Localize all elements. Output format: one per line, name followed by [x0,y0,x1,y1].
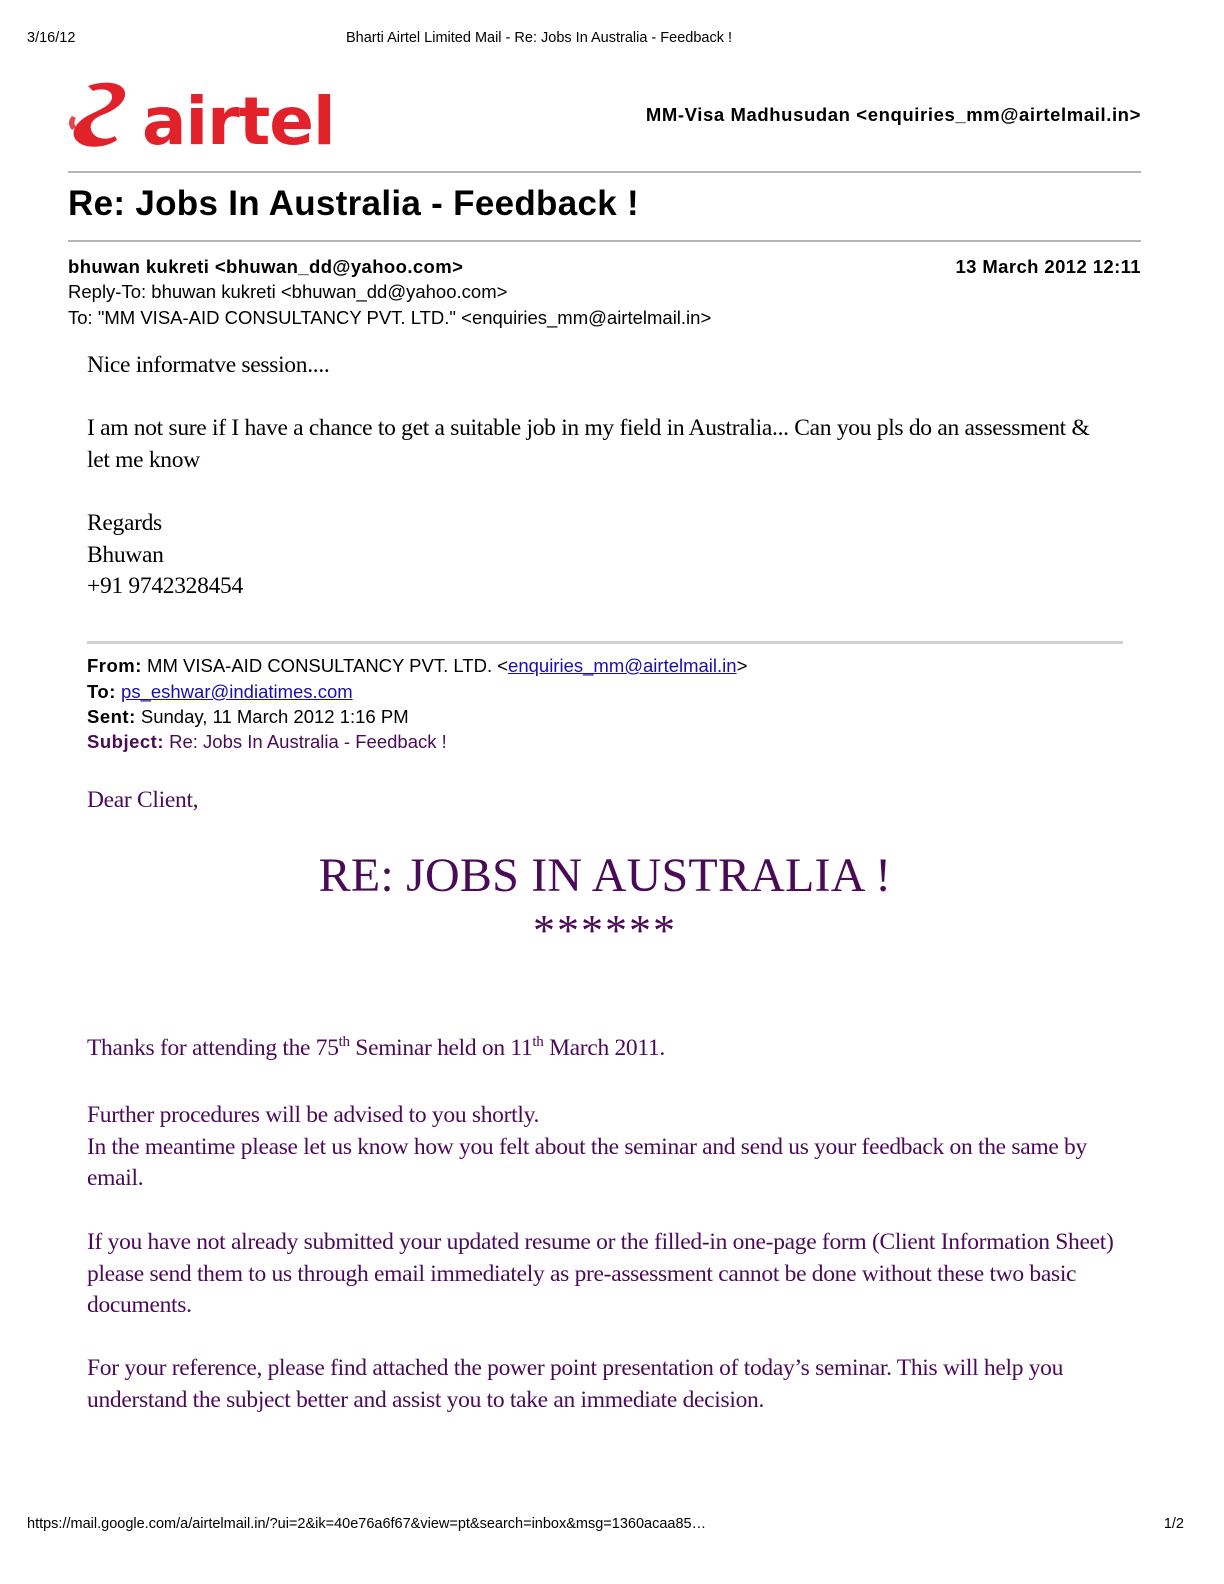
message-body-question: I am not sure if I have a chance to get a suitable job in my field in Australia... Can you pls do an assessment & let me know [87,415,1090,473]
signature-name: Bhuwan [87,541,164,568]
message-body-intro: Nice informatve session.... [87,352,330,378]
thanks-part-3: March 2011. [543,1035,665,1061]
quoted-from-name: MM VISA-AID CONSULTANCY PVT. LTD. < [141,655,509,676]
quoted-greeting: Dear Client, [87,787,199,813]
thanks-sup-1: th [338,1034,350,1051]
further-line-2: In the meantime please let us know how you felt about the seminar and send us your feedback on the same by email. [87,1133,1087,1191]
message-reply-to: Reply-To: bhuwan kukreti <bhuwan_dd@yahoo.com> [68,281,508,302]
further-line-1: Further procedures will be advised to you shortly. [87,1102,540,1128]
print-url: https://mail.google.com/a/airtelmail.in/?ui=2&ik=40e76a6f67&view=pt&search=inbox&msg=1360acaa85… [27,1516,707,1532]
divider [68,240,1141,242]
quote-divider [87,641,1123,644]
quoted-thanks [87,1033,1117,1065]
quoted-stars: ****** [533,906,677,955]
print-page-number: 1/2 [1163,1516,1184,1532]
quoted-to [87,681,353,703]
print-header [27,30,1184,50]
thanks-sup-2: th [532,1034,544,1051]
quoted-from-close: > [736,655,748,676]
signature-phone: +91 9742328454 [87,573,243,599]
quoted-sent-value: Sunday, 11 March 2012 1:16 PM [135,706,409,727]
quoted-from-label: From: [87,655,142,676]
divider [68,171,1141,173]
print-title: Bharti Airtel Limited Mail - Re: Jobs In Australia - Feedback ! [346,30,733,46]
quoted-subject-label: Subject: [87,731,164,752]
thanks-part-1: Thanks for attending the 75 [87,1035,339,1061]
message-signature [87,508,1117,603]
quoted-reference-paragraph: For your reference, please find attached the power point presentation of today’s seminar. This will help you understand the subject better and assist you to take an immediate decision. [87,1355,1064,1413]
airtel-logo [66,80,335,160]
quoted-from-email-link[interactable]: enquiries_mm@airtelmail.in [508,655,737,676]
quoted-to-email-link[interactable]: ps_eshwar@indiatimes.com [121,681,353,702]
print-date: 3/16/12 [27,30,76,46]
quoted-from [87,655,747,677]
page-title: Re: Jobs In Australia - Feedback ! [68,184,639,223]
quoted-subject-value: Re: Jobs In Australia - Feedback ! [163,731,447,752]
signature-regards: Regards [87,510,162,536]
airtel-logo-text: airtel [142,83,335,160]
message-sender: bhuwan kukreti <bhuwan_dd@yahoo.com> [68,256,464,277]
message-recipient: To: "MM VISA-AID CONSULTANCY PVT. LTD." <enquiries_mm@airtelmail.in> [68,307,712,328]
quoted-heading: RE: JOBS IN AUSTRALIA ! [318,849,892,902]
quoted-sent [87,706,409,728]
quoted-subject [87,731,447,753]
thanks-part-2: Seminar held on 11 [349,1035,533,1061]
account-address: MM-Visa Madhusudan <enquiries_mm@airtelmail.in> [645,104,1141,125]
message-date: 13 March 2012 12:11 [955,256,1141,277]
quoted-resume-paragraph: If you have not already submitted your updated resume or the filled-in one-page form (Client Information Sheet) please send them to us through email immediately as pre-assessment cannot be done without these two basic documents. [87,1229,1114,1318]
quoted-to-label: To: [87,681,116,702]
quoted-further [87,1100,1117,1195]
quoted-sent-label: Sent: [87,706,136,727]
